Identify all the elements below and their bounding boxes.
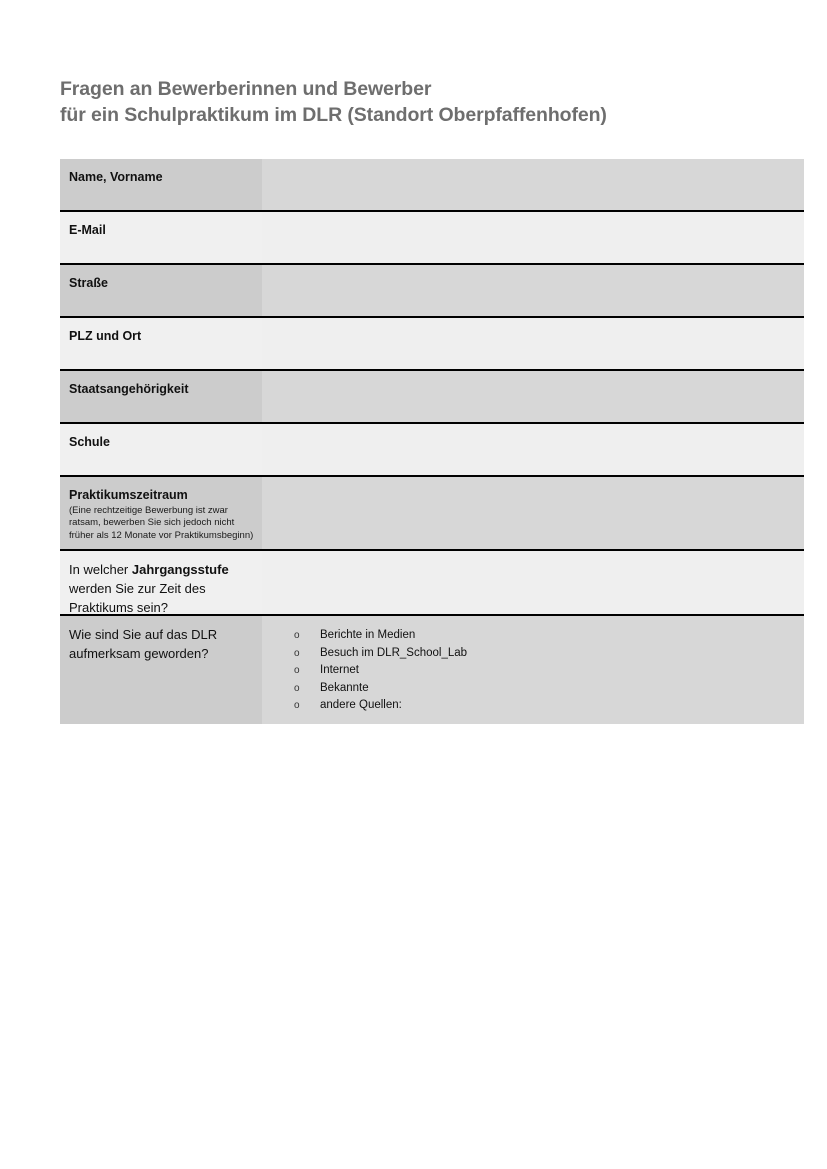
field-label-street: Straße <box>69 276 108 290</box>
list-item[interactable] <box>270 645 796 662</box>
value-cell-street[interactable] <box>262 264 804 317</box>
value-cell-postal-city[interactable] <box>262 317 804 370</box>
label-cell-street <box>60 264 262 317</box>
grade-question-after: werden Sie zur Zeit des Praktikums sein? <box>69 581 206 615</box>
grade-question-keyword: Jahrgangsstufe <box>131 562 229 577</box>
value-cell-grade-level[interactable] <box>262 550 804 615</box>
field-label-school: Schule <box>69 435 110 449</box>
label-cell-name <box>60 159 262 211</box>
label-cell-school <box>60 423 262 476</box>
label-cell-email <box>60 211 262 264</box>
value-cell-name[interactable] <box>262 159 804 211</box>
field-label-referral-source: Wie sind Sie auf das DLR aufmerksam geworden? <box>69 627 218 661</box>
label-cell-postal-city <box>60 317 262 370</box>
option-label: Berichte in Medien <box>320 629 416 641</box>
field-label-nationality: Staatsangehörigkeit <box>69 382 189 396</box>
list-item[interactable] <box>270 697 796 714</box>
value-cell-internship-period[interactable] <box>262 476 804 550</box>
field-label-internship-period: Praktikumszeitraum <box>69 488 188 502</box>
page-title-line-2: für ein Schulpraktikum im DLR (Standort Oberpfaffenhofen) <box>60 104 607 126</box>
table-row-email <box>60 211 804 264</box>
field-note-internship-period: (Eine rechtzeitige Bewerbung ist zwar ratsam, bewerben Sie sich jedoch nicht früher als 12 Monate vor Praktikumsbeginn) <box>69 505 254 541</box>
label-cell-nationality <box>60 370 262 423</box>
grade-question-before: In welcher <box>69 562 132 577</box>
option-bullet-icon[interactable]: o <box>294 700 300 711</box>
field-label-grade-level <box>69 562 229 615</box>
page-title <box>60 76 780 128</box>
option-label: Besuch im DLR_School_Lab <box>320 646 468 659</box>
option-label: andere Quellen: <box>320 699 402 711</box>
table-row-street <box>60 264 804 317</box>
table-row-postal-city <box>60 317 804 370</box>
option-bullet-icon[interactable]: o <box>294 647 300 659</box>
option-label: Bekannte <box>320 681 369 694</box>
value-cell-school[interactable] <box>262 423 804 476</box>
table-row-grade-level <box>60 550 804 615</box>
label-cell-referral-source <box>60 615 262 724</box>
option-label: Internet <box>320 664 359 676</box>
table-row-school <box>60 423 804 476</box>
option-bullet-icon[interactable]: o <box>294 682 300 694</box>
label-cell-internship-period <box>60 476 262 550</box>
value-cell-nationality[interactable] <box>262 370 804 423</box>
list-item[interactable] <box>270 662 796 679</box>
table-row-nationality <box>60 370 804 423</box>
field-label-email: E-Mail <box>69 223 106 237</box>
option-bullet-icon[interactable]: o <box>294 665 300 676</box>
list-item[interactable] <box>270 680 796 697</box>
list-item[interactable] <box>270 627 796 644</box>
field-label-name: Name, Vorname <box>69 170 163 184</box>
value-cell-email[interactable] <box>262 211 804 264</box>
application-form-table <box>60 159 804 724</box>
table-row-referral-source <box>60 615 804 724</box>
page-title-line-1: Fragen an Bewerberinnen und Bewerber <box>60 78 432 100</box>
field-label-postal-city: PLZ und Ort <box>69 329 142 343</box>
table-row-name <box>60 159 804 211</box>
value-cell-referral-source <box>262 615 804 724</box>
label-cell-grade-level <box>60 550 262 615</box>
table-row-internship-period <box>60 476 804 550</box>
referral-source-options <box>270 625 796 714</box>
option-bullet-icon[interactable]: o <box>294 630 300 641</box>
